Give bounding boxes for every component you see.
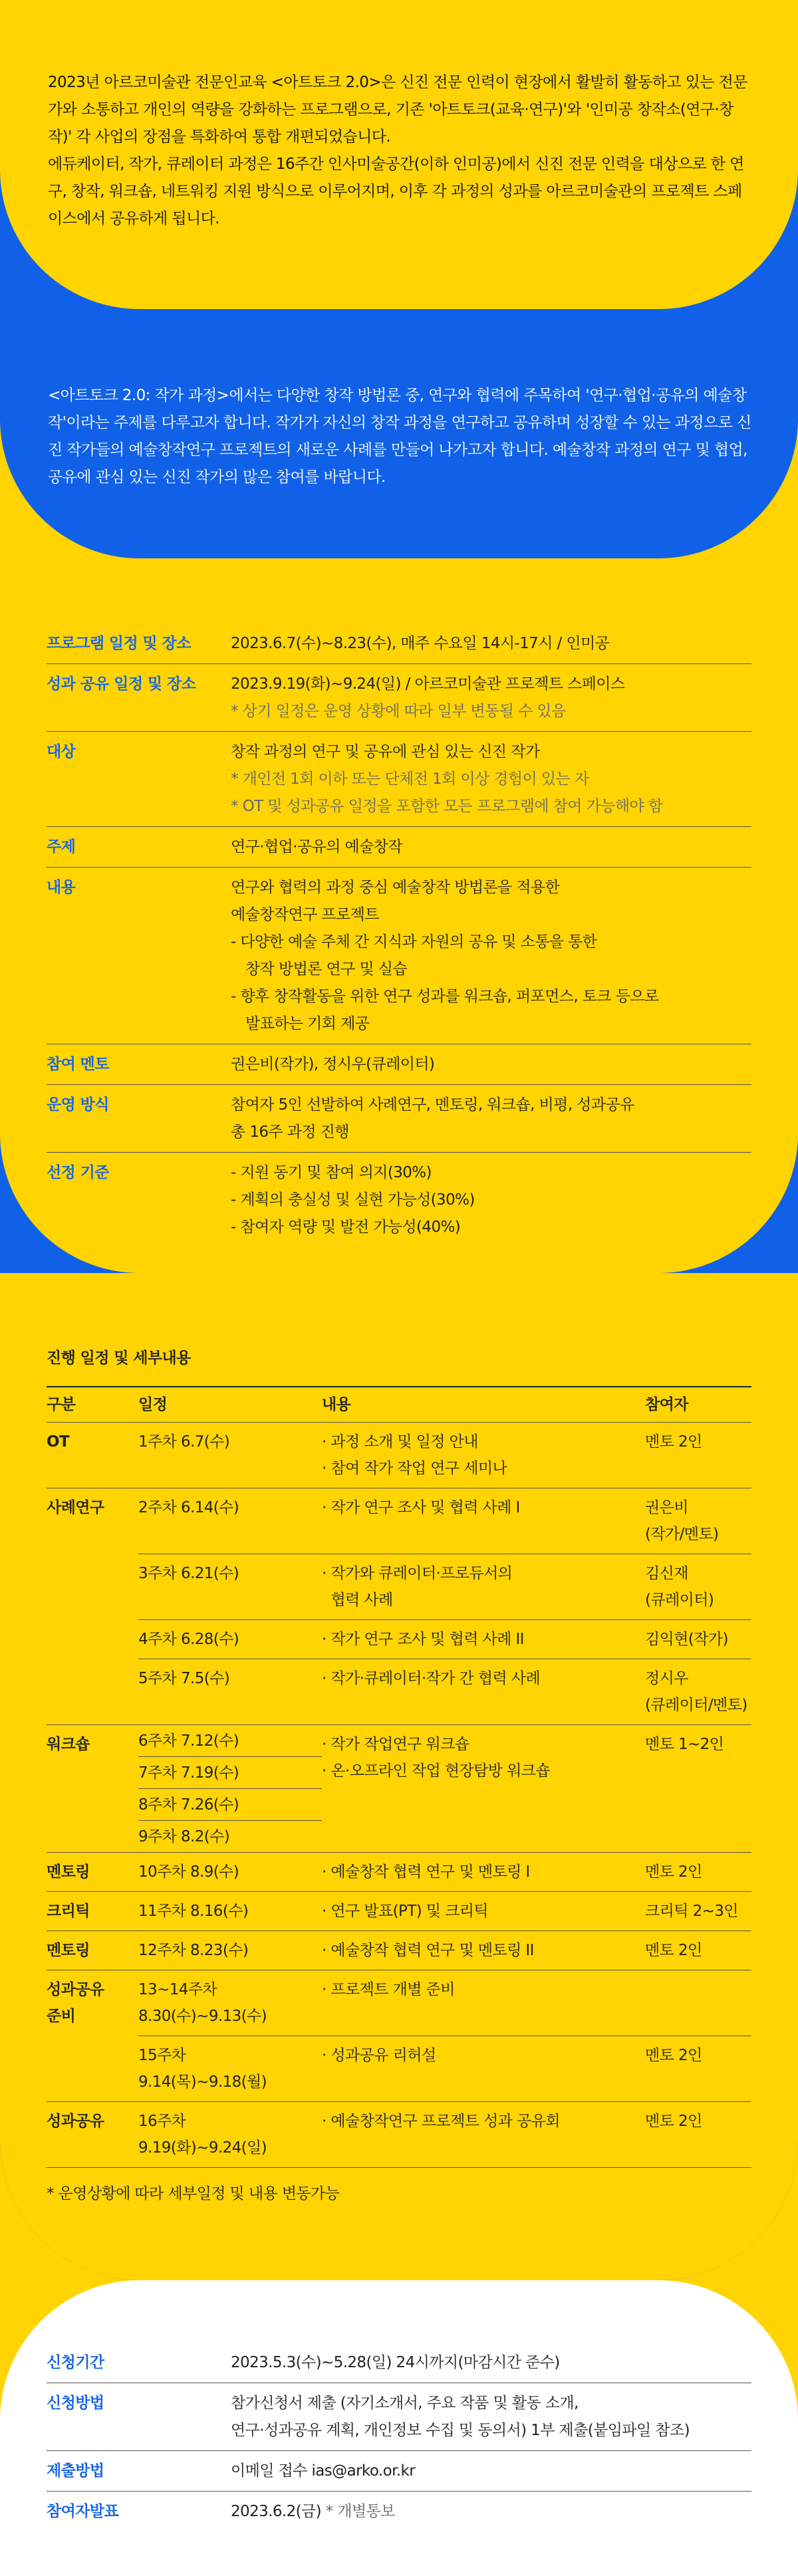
application-panel bbox=[0, 2280, 798, 2576]
schedule-content: · 과정 소개 및 일정 안내 · 참여 작가 작업 연구 세미나 bbox=[322, 1423, 645, 1488]
info-label: 대상 bbox=[47, 743, 76, 761]
info-line: 발표하는 기회 제공 bbox=[245, 1015, 370, 1032]
schedule-date: 11주차 8.16(수) bbox=[138, 1892, 322, 1931]
application-value-text: 2023.5.3(수)~5.28(일) 24시까지(마감시간 준수) bbox=[231, 2354, 560, 2371]
schedule-header-participant: 참여자 bbox=[645, 1387, 751, 1423]
info-line: 연구와 협력의 과정 중심 예술창작 방법론을 적용한 bbox=[231, 879, 560, 896]
schedule-row bbox=[47, 1620, 751, 1659]
course-intro-section bbox=[0, 309, 798, 558]
schedule-section bbox=[0, 1273, 798, 2280]
info-line: 총 16주 과정 진행 bbox=[231, 1123, 349, 1141]
schedule-row bbox=[47, 1970, 751, 2036]
schedule-category: 성과공유 bbox=[47, 2102, 138, 2168]
schedule-date: 2주차 6.14(수) bbox=[138, 1488, 322, 1554]
info-line: 권은비(작가), 정시우(큐레이터) bbox=[231, 1056, 435, 1073]
application-value bbox=[231, 2458, 751, 2485]
application-label: 신청방법 bbox=[47, 2395, 104, 2412]
schedule-row bbox=[47, 1423, 751, 1488]
info-line: - 참여자 역량 및 발전 가능성(40%) bbox=[231, 1219, 461, 1236]
info-label: 선정 기준 bbox=[47, 1164, 109, 1181]
application-value bbox=[231, 2498, 751, 2525]
info-line: 예술창작연구 프로젝트 bbox=[231, 906, 379, 923]
schedule-content: · 프로젝트 개별 준비 bbox=[322, 1970, 645, 2036]
schedule-date: 10주차 8.9(수) bbox=[138, 1853, 322, 1892]
application-value-text: 2023.6.2(금) bbox=[231, 2503, 326, 2520]
info-value bbox=[231, 1092, 751, 1146]
application-list bbox=[47, 2343, 751, 2531]
schedule-date: 1주차 6.7(수) bbox=[138, 1423, 322, 1488]
schedule-participant: 정시우 (큐레이터/멘토) bbox=[645, 1659, 751, 1725]
schedule-row bbox=[47, 1659, 751, 1725]
schedule-row bbox=[47, 2102, 751, 2168]
info-value bbox=[231, 671, 751, 725]
application-section bbox=[0, 2280, 798, 2576]
info-label: 운영 방식 bbox=[47, 1096, 109, 1113]
schedule-row bbox=[47, 1725, 751, 1757]
application-row bbox=[47, 2383, 751, 2451]
schedule-date: 3주차 6.21(수) bbox=[138, 1554, 322, 1620]
application-value-text: 이메일 접수 ias@arko.or.kr bbox=[231, 2462, 416, 2480]
course-intro-text: <아트토크 2.0: 작가 과정>에서는 다양한 창작 방법론 중, 연구와 협력에 주목하여 '연구·협업·공유의 예술창작'이라는 주제를 다루고자 합니다. 작가가 자신의 창작 과정을 연구하고 공유하며 성장할 수 있는 과정으로 신진 작가들의 예술창작연구 프로젝트의 새로운 사례를 만들어 나가고자 합니다. 예술창작 과정의 연구 및 협업, 공유에 관심 있는 신진 작가의 많은 참여를 바랍니다. bbox=[48, 387, 751, 486]
info-note: * 상기 일정은 운영 상황에 따라 일부 변동될 수 있음 bbox=[231, 703, 566, 720]
info-row bbox=[47, 827, 751, 868]
info-row bbox=[47, 624, 751, 664]
intro-paragraph-1: 2023년 아르코미술관 전문인교육 <아트토크 2.0>은 신진 전문 인력이 현장에서 활발히 활동하고 있는 전문가와 소통하고 개인의 역량을 강화하는 프로그램으로, 기존 '아트토크(교육·연구)'와 '인미공 창작소(연구·창작)' 각 사업의 장점을 특화하여 통합 개편되었습니다. bbox=[48, 74, 747, 146]
info-value bbox=[231, 630, 751, 657]
info-label: 프로그램 일정 및 장소 bbox=[47, 635, 191, 652]
schedule-date: 12주차 8.23(수) bbox=[138, 1931, 322, 1970]
info-line: 참여자 5인 선발하여 사례연구, 멘토링, 워크숍, 비평, 성과공유 bbox=[231, 1096, 634, 1113]
info-value bbox=[231, 834, 751, 861]
schedule-header-date: 일정 bbox=[138, 1387, 322, 1423]
schedule-row bbox=[47, 1488, 751, 1554]
schedule-participant: 멘토 2인 bbox=[645, 2036, 751, 2102]
info-line: - 지원 동기 및 참여 의지(30%) bbox=[231, 1164, 432, 1181]
program-info-section bbox=[0, 558, 798, 1273]
course-intro-panel bbox=[0, 309, 798, 558]
info-label: 내용 bbox=[47, 879, 76, 896]
schedule-date: 7주차 7.19(수) bbox=[138, 1757, 322, 1789]
info-line: 창작 과정의 연구 및 공유에 관심 있는 신진 작가 bbox=[231, 743, 540, 761]
program-info-list bbox=[47, 624, 751, 1247]
info-value bbox=[231, 739, 751, 820]
schedule-row bbox=[47, 1853, 751, 1892]
schedule-category: 워크숍 bbox=[47, 1725, 138, 1853]
intro-paragraph-2: 에듀케이터, 작가, 큐레이터 과정은 16주간 인사미술공간(이하 인미공)에서 신진 전문 인력을 대상으로 한 연구, 창작, 워크숍, 네트워킹 지원 방식으로 이루어지며, 이후 각 과정의 성과를 아르코미술관의 프로젝트 스페이스에서 공유하게 됩니다. bbox=[48, 156, 744, 227]
info-note: * OT 및 성과공유 일정을 포함한 모든 프로그램에 참여 가능해야 함 bbox=[231, 798, 663, 815]
info-line: 2023.9.19(화)~9.24(일) / 아르코미술관 프로젝트 스페이스 bbox=[231, 675, 625, 693]
info-label: 주제 bbox=[47, 838, 76, 856]
info-line: 연구·협업·공유의 예술창작 bbox=[231, 838, 402, 856]
info-line: - 계획의 충실성 및 실현 가능성(30%) bbox=[231, 1191, 475, 1209]
application-row bbox=[47, 2343, 751, 2383]
application-row bbox=[47, 2492, 751, 2531]
info-row bbox=[47, 1153, 751, 1247]
info-line: - 다양한 예술 주체 간 지식과 자원의 공유 및 소통을 통한 bbox=[231, 933, 597, 951]
schedule-category: 멘토링 bbox=[47, 1853, 138, 1892]
info-value bbox=[231, 1051, 751, 1078]
application-note: * 개별통보 bbox=[325, 2503, 395, 2520]
schedule-content: · 작가 연구 조사 및 협력 사례 I bbox=[322, 1488, 645, 1554]
schedule-participant: 크리틱 2~3인 bbox=[645, 1892, 751, 1931]
schedule-content: · 작가·큐레이터·작가 간 협력 사례 bbox=[322, 1659, 645, 1725]
info-row bbox=[47, 868, 751, 1044]
schedule-row bbox=[47, 2036, 751, 2102]
schedule-content: · 연구 발표(PT) 및 크리틱 bbox=[322, 1892, 645, 1931]
info-value bbox=[231, 874, 751, 1038]
application-row bbox=[47, 2451, 751, 2492]
info-line: 창작 방법론 연구 및 실습 bbox=[245, 961, 408, 978]
intro-panel bbox=[0, 0, 798, 309]
info-line: - 향후 창작활동을 위한 연구 성과를 워크숍, 퍼포먼스, 토크 등으로 bbox=[231, 988, 659, 1005]
schedule-participant: 멘토 2인 bbox=[645, 1853, 751, 1892]
info-row bbox=[47, 1085, 751, 1153]
schedule-footnote: * 운영상황에 따라 세부일정 및 내용 변동가능 bbox=[47, 2185, 340, 2202]
schedule-date: 16주차 9.19(화)~9.24(일) bbox=[138, 2102, 322, 2168]
application-label: 신청기간 bbox=[47, 2354, 104, 2371]
application-value-text: 참가신청서 제출 (자기소개서, 주요 작품 및 활동 소개, 연구·성과공유 계획, 개인정보 수집 및 동의서) 1부 제출(붙임파일 참조) bbox=[231, 2395, 690, 2439]
schedule-participant: 김익현(작가) bbox=[645, 1620, 751, 1659]
schedule-date: 5주차 7.5(수) bbox=[138, 1659, 322, 1725]
schedule-participant bbox=[645, 1970, 751, 2036]
info-row bbox=[47, 664, 751, 732]
program-info-panel bbox=[0, 558, 798, 1273]
schedule-participant: 멘토 2인 bbox=[645, 1423, 751, 1488]
schedule-row bbox=[47, 1554, 751, 1620]
schedule-date: 6주차 7.12(수) bbox=[138, 1725, 322, 1757]
schedule-date: 9주차 8.2(수) bbox=[138, 1821, 322, 1853]
info-line: 2023.6.7(수)~8.23(수), 매주 수요일 14시-17시 / 인미공 bbox=[231, 635, 610, 652]
schedule-date: 4주차 6.28(수) bbox=[138, 1620, 322, 1659]
schedule-header-category: 구분 bbox=[47, 1387, 138, 1423]
info-label: 참여 멘토 bbox=[47, 1056, 109, 1073]
info-row bbox=[47, 732, 751, 827]
schedule-table bbox=[47, 1386, 751, 2168]
schedule-content: · 작가 연구 조사 및 협력 사례 II bbox=[322, 1620, 645, 1659]
schedule-row bbox=[47, 1892, 751, 1931]
schedule-participant: 권은비 (작가/멘토) bbox=[645, 1488, 751, 1554]
application-value bbox=[231, 2390, 751, 2444]
info-row bbox=[47, 1044, 751, 1085]
schedule-header-row bbox=[47, 1387, 751, 1423]
schedule-panel bbox=[0, 1273, 798, 2280]
application-label: 제출방법 bbox=[47, 2462, 104, 2480]
schedule-content: · 예술창작연구 프로젝트 성과 공유회 bbox=[322, 2102, 645, 2168]
info-label: 성과 공유 일정 및 장소 bbox=[47, 675, 196, 693]
schedule-category: 사례연구 bbox=[47, 1488, 138, 1725]
schedule-category: OT bbox=[47, 1423, 138, 1488]
schedule-participant: 멘토 1~2인 bbox=[645, 1725, 751, 1853]
schedule-participant: 멘토 2인 bbox=[645, 1931, 751, 1970]
schedule-date: 13~14주차 8.30(수)~9.13(수) bbox=[138, 1970, 322, 2036]
schedule-content: · 작가 작업연구 워크숍 · 온·오프라인 작업 현장탐방 워크숍 bbox=[322, 1725, 645, 1853]
intro-text bbox=[48, 69, 753, 233]
schedule-participant: 김신재 (큐레이터) bbox=[645, 1554, 751, 1620]
application-label: 참여자발표 bbox=[47, 2503, 119, 2520]
schedule-category: 성과공유 준비 bbox=[47, 1970, 138, 2102]
schedule-content: · 작가와 큐레이터·프로듀서의 협력 사례 bbox=[322, 1554, 645, 1620]
schedule-content: · 예술창작 협력 연구 및 멘토링 I bbox=[322, 1853, 645, 1892]
schedule-body bbox=[47, 1423, 751, 2168]
schedule-title: 진행 일정 및 세부내용 bbox=[47, 1349, 191, 1367]
schedule-date: 15주차 9.14(목)~9.18(월) bbox=[138, 2036, 322, 2102]
info-value bbox=[231, 1159, 751, 1241]
schedule-content: · 예술창작 협력 연구 및 멘토링 II bbox=[322, 1931, 645, 1970]
schedule-date: 8주차 7.26(수) bbox=[138, 1789, 322, 1821]
schedule-category: 멘토링 bbox=[47, 1931, 138, 1970]
schedule-participant: 멘토 2인 bbox=[645, 2102, 751, 2168]
intro-section bbox=[0, 0, 798, 309]
schedule-header-content: 내용 bbox=[322, 1387, 645, 1423]
application-value bbox=[231, 2349, 751, 2377]
schedule-category: 크리틱 bbox=[47, 1892, 138, 1931]
schedule-content: · 성과공유 리허설 bbox=[322, 2036, 645, 2102]
schedule-row bbox=[47, 1931, 751, 1970]
info-note: * 개인전 1회 이하 또는 단체전 1회 이상 경험이 있는 자 bbox=[231, 770, 589, 788]
